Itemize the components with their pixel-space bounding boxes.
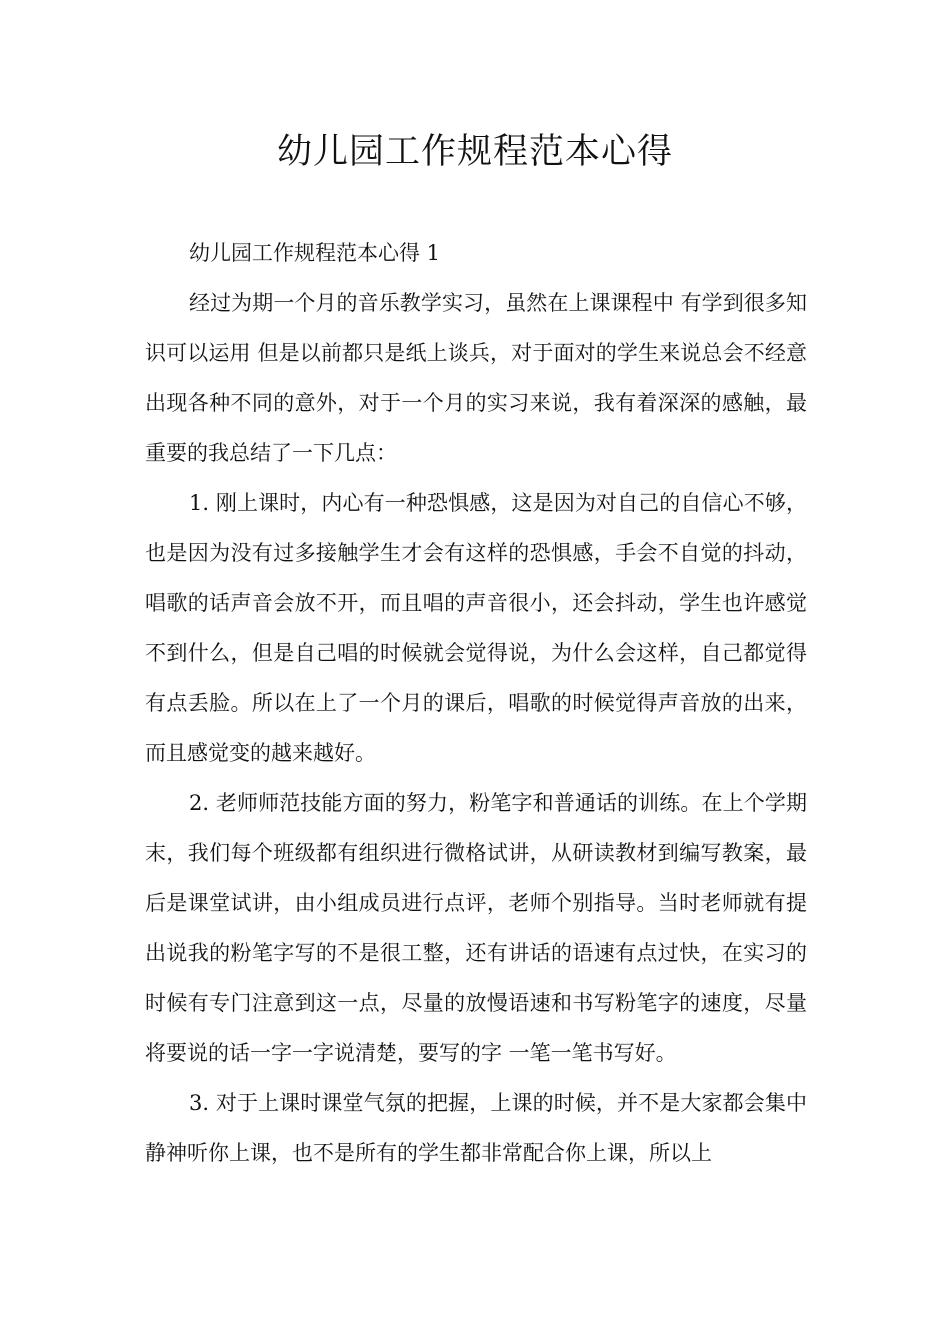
paragraph-point-1: 1. 刚上课时，内心有一种恐惧感，这是因为对自己的自信心不够，也是因为没有过多接触学生才会有这样的恐惧感，手会不自觉的抖动，唱歌的话声音会放不开，而且唱的声音很小，还会抖动，学生也许感觉不到什么，但是自己唱的时候就会觉得说，为什么会这样，自己都觉得有点丢脸。所以在上了一个月的课后，唱歌的时候觉得声音放的出来，而且感觉变的越来越好。 [145,491,807,765]
paragraph-point-3: 3. 对于上课时课堂气氛的把握，上课的时候，并不是大家都会集中静神听你上课，也不是所有的学生都非常配合你上课，所以上 [145,1091,807,1165]
document-body [145,228,807,1178]
paragraph-intro: 经过为期一个月的音乐教学实习，虽然在上课课程中 有学到很多知识可以运用 但是以前都只是纸上谈兵，对于面对的学生来说总会不经意出现各种不同的意外，对于一个月的实习来说，我有着深深的感触，最重要的我总结了一下几点： [145,291,807,465]
section-heading: 幼儿园工作规程范本心得 1 [189,241,441,265]
page-title: 幼儿园工作规程范本心得 [276,132,673,172]
paragraph-point-2: 2. 老师师范技能方面的努力，粉笔字和普通话的训练。在上个学期末，我们每个班级都有组织进行微格试讲，从研读教材到编写教案，最后是课堂试讲，由小组成员进行点评，老师个别指导。当时老师就有提出说我的粉笔字写的不是很工整，还有讲话的语速有点过快，在实习的时候有专门注意到这一点，尽量的放慢语速和书写粉笔字的速度，尽量将要说的话一字一字说清楚，要写的字 一笔一笔书写好。 [145,791,807,1065]
